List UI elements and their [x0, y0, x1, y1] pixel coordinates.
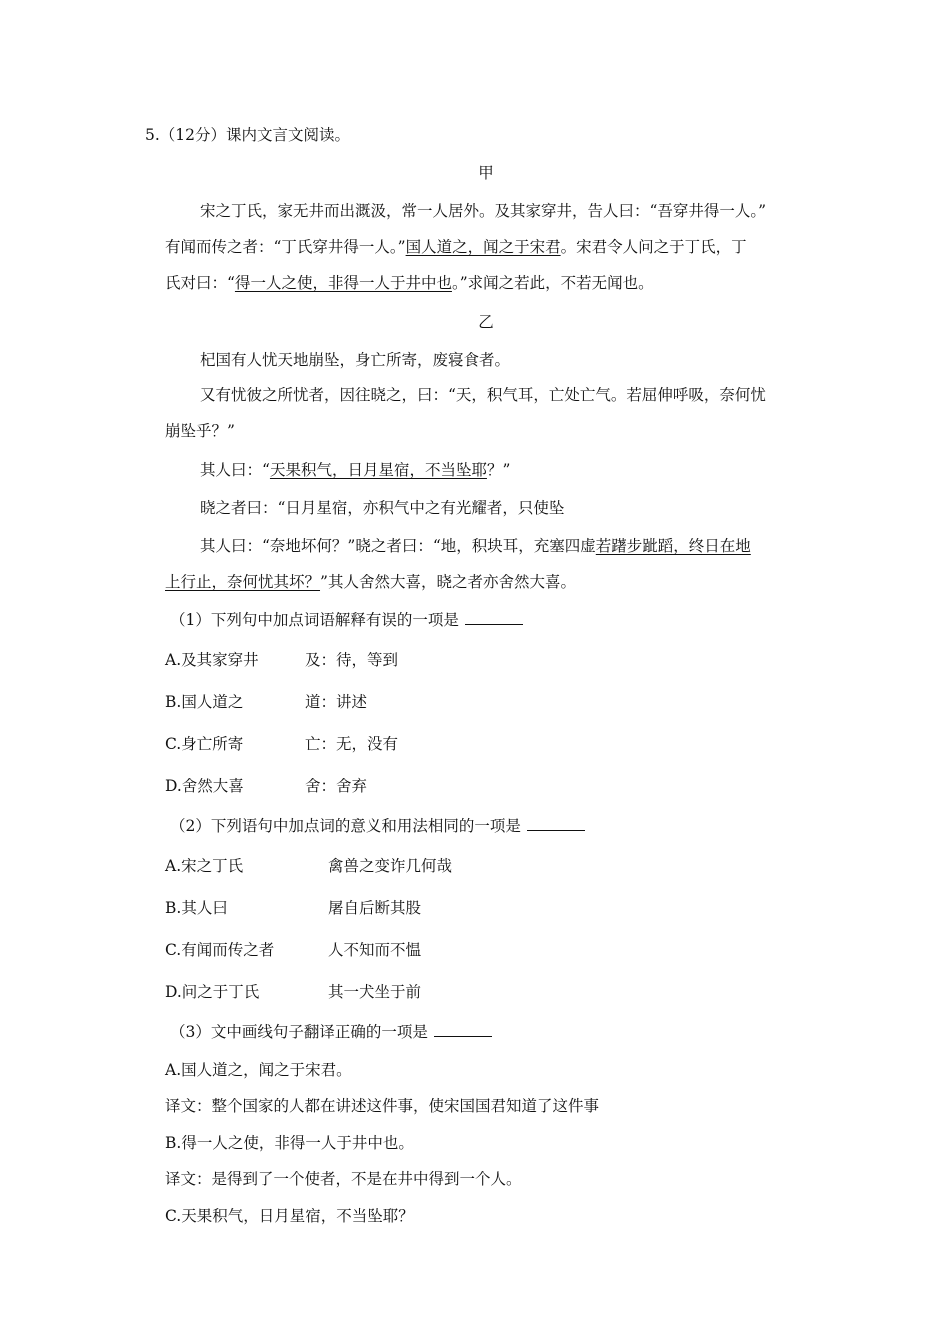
passage-yi-line: 其人曰：“天果积气，日月星宿，不当坠耶？”: [200, 461, 511, 479]
option-explanation: 道：讲述: [305, 693, 368, 711]
section-title-jia: 甲: [478, 164, 494, 182]
sub-question-2-prompt: （2）下列语句中加点词的意义和用法相同的一项是: [170, 816, 585, 836]
option-row: C.有闻而传之者: [165, 941, 275, 959]
option-comparison: 人不知而不愠: [328, 941, 422, 959]
passage-yi-line: 其人曰：“奈地坏何？”晓之者曰：“地，积块耳，充塞四虚若躇步跐蹈，终日在地: [200, 537, 751, 555]
option-explanation: 亡：无，没有: [305, 735, 399, 753]
answer-blank[interactable]: [527, 816, 585, 831]
sub-question-1-prompt: （1）下列句中加点词语解释有误的一项是: [170, 610, 523, 630]
translation-line: 译文：是得到了一个使者，不是在井中得到一个人。: [165, 1170, 522, 1188]
passage-jia-line: 有闻而传之者：“丁氏穿井得一人。”国人道之，闻之于宋君。宋君令人问之于丁氏，丁: [165, 238, 747, 256]
question-heading: 5.（12分）课内文言文阅读。: [145, 126, 351, 144]
sub-question-3-prompt: （3）文中画线句子翻译正确的一项是: [170, 1022, 492, 1042]
passage-jia-line: 氏对曰：“得一人之使，非得一人于井中也。”求闻之若此，不若无闻也。: [165, 274, 654, 292]
option-line: C.天果积气，日月星宿，不当坠耶？: [165, 1207, 414, 1225]
underlined-sentence: 国人道之，闻之于宋君: [405, 238, 561, 256]
option-row: D.问之于丁氏: [165, 983, 260, 1001]
passage-yi-line: 晓之者曰：“日月星宿，亦积气中之有光耀者，只使坠: [200, 499, 565, 517]
option-row: A.宋之丁氏: [165, 857, 244, 875]
passage-jia-line: 宋之丁氏，家无井而出溉汲，常一人居外。及其家穿井，告人曰：“吾穿井得一人。”: [200, 202, 767, 220]
passage-yi-line: 上行止，奈何忧其坏？”其人舍然大喜，晓之者亦舍然大喜。: [165, 573, 576, 591]
underlined-sentence: 若躇步跐蹈，终日在地: [595, 537, 751, 555]
option-comparison: 禽兽之变诈几何哉: [328, 857, 453, 875]
option-row: C.身亡所寄: [165, 735, 244, 753]
option-row: D.舍然大喜: [165, 777, 244, 795]
option-row: B.其人曰: [165, 899, 228, 917]
section-title-yi: 乙: [478, 313, 494, 331]
answer-blank[interactable]: [434, 1022, 492, 1037]
option-row: B.国人道之: [165, 693, 244, 711]
translation-line: 译文：整个国家的人都在讲述这件事，使宋国国君知道了这件事: [165, 1097, 600, 1115]
passage-yi-line: 崩坠乎？”: [165, 422, 235, 440]
option-comparison: 其一犬坐于前: [328, 983, 422, 1001]
passage-yi-line: 杞国有人忧天地崩坠，身亡所寄，废寝食者。: [200, 351, 511, 369]
option-row: A.及其家穿井: [165, 651, 259, 669]
option-explanation: 及：待，等到: [305, 651, 399, 669]
underlined-sentence: 得一人之使，非得一人于井中也: [234, 274, 452, 292]
option-comparison: 屠自后断其股: [328, 899, 422, 917]
option-line: B.得一人之使，非得一人于井中也。: [165, 1134, 414, 1152]
underlined-sentence: 上行止，奈何忧其坏？: [165, 573, 321, 591]
passage-yi-line: 又有忧彼之所忧者，因往晓之，曰：“天，积气耳，亡处亡气。若屈伸呼吸，奈何忧: [200, 386, 766, 404]
answer-blank[interactable]: [465, 610, 523, 625]
option-explanation: 舍：舍弃: [305, 777, 368, 795]
option-line: A.国人道之，闻之于宋君。: [165, 1061, 352, 1079]
underlined-sentence: 天果积气，日月星宿，不当坠耶: [269, 461, 487, 479]
